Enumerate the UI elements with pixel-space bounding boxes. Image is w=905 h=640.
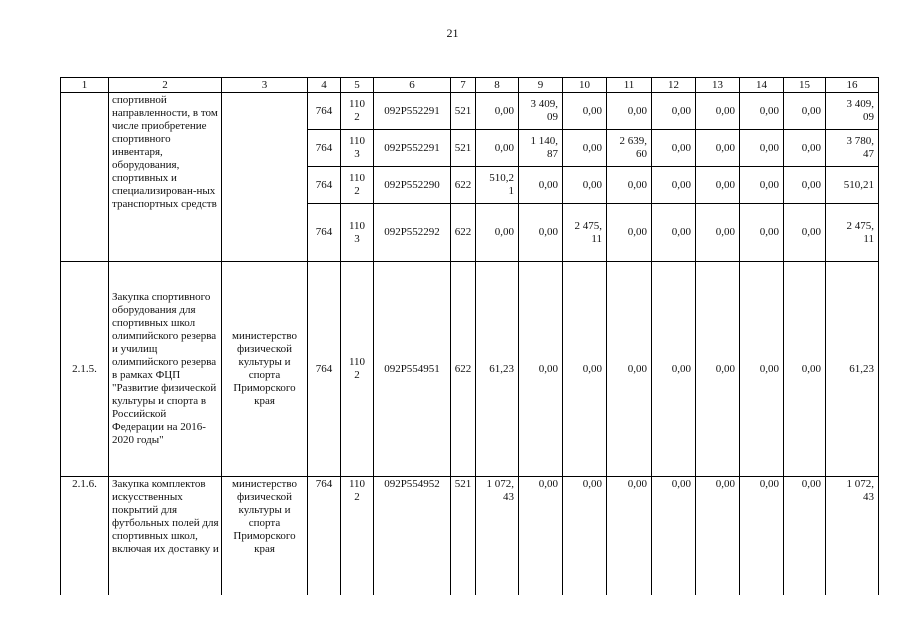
section-cell: 110 2 (341, 477, 374, 595)
value-cell: 2 475, 11 (563, 204, 607, 262)
value-cell: 0,00 (519, 167, 563, 204)
description-cell: Закупка комплектов искусственных покрытий для футбольных полей для спортивных школ, включая их доставку и (109, 477, 222, 595)
value-cell: 0,00 (784, 130, 826, 167)
header-cell: 13 (696, 78, 740, 93)
value-cell: 0,00 (652, 130, 696, 167)
section-cell: 110 2 (341, 167, 374, 204)
row-number-cell (61, 93, 109, 262)
value-cell: 0,00 (607, 262, 652, 477)
grbs-cell: 764 (308, 93, 341, 130)
value-cell: 0,00 (784, 477, 826, 595)
value-cell: 0,00 (696, 204, 740, 262)
value-cell: 0,00 (784, 204, 826, 262)
header-cell: 7 (451, 78, 476, 93)
value-cell: 0,00 (696, 262, 740, 477)
header-cell: 16 (826, 78, 879, 93)
table-row (61, 477, 879, 595)
row-number-cell: 2.1.5. (61, 262, 109, 477)
budget-table (60, 77, 879, 595)
section-cell: 110 2 (341, 262, 374, 477)
executor-cell: министерство физической культуры и спорта Приморского края (222, 262, 308, 477)
total-cell: 61,23 (826, 262, 879, 477)
target-cell: 092Р552291 (374, 93, 451, 130)
vr-cell: 622 (451, 262, 476, 477)
total-cell: 2 475, 11 (826, 204, 879, 262)
header-cell: 11 (607, 78, 652, 93)
value-cell: 1 072, 43 (476, 477, 519, 595)
value-cell: 0,00 (740, 167, 784, 204)
target-cell: 092Р554951 (374, 262, 451, 477)
total-cell: 3 409, 09 (826, 93, 879, 130)
vr-cell: 521 (451, 477, 476, 595)
value-cell: 0,00 (784, 93, 826, 130)
value-cell: 0,00 (607, 93, 652, 130)
value-cell: 0,00 (563, 262, 607, 477)
header-cell: 6 (374, 78, 451, 93)
vr-cell: 521 (451, 93, 476, 130)
header-cell: 5 (341, 78, 374, 93)
value-cell: 0,00 (696, 477, 740, 595)
total-cell: 510,21 (826, 167, 879, 204)
value-cell: 0,00 (476, 93, 519, 130)
value-cell: 0,00 (784, 167, 826, 204)
value-cell: 0,00 (740, 262, 784, 477)
value-cell: 3 409, 09 (519, 93, 563, 130)
value-cell: 0,00 (696, 167, 740, 204)
target-cell: 092Р552292 (374, 204, 451, 262)
row-number-cell: 2.1.6. (61, 477, 109, 595)
header-cell: 10 (563, 78, 607, 93)
header-cell: 12 (652, 78, 696, 93)
value-cell: 0,00 (696, 130, 740, 167)
value-cell: 0,00 (607, 477, 652, 595)
value-cell: 0,00 (784, 262, 826, 477)
value-cell: 0,00 (563, 477, 607, 595)
header-cell: 3 (222, 78, 308, 93)
value-cell: 0,00 (740, 477, 784, 595)
header-cell: 2 (109, 78, 222, 93)
description-cell: Закупка спортивного оборудования для спортивных школ олимпийского резерва и училищ олимпийского резерва в рамках ФЦП "Развитие физической культуры и спорта в Российской Федерации на 2016-2020 годы" (109, 262, 222, 477)
value-cell: 0,00 (696, 93, 740, 130)
value-cell: 0,00 (563, 130, 607, 167)
page-number: 21 (446, 26, 459, 40)
executor-cell: министерство физической культуры и спорта Приморского края (222, 477, 308, 595)
value-cell: 0,00 (652, 167, 696, 204)
header-cell: 4 (308, 78, 341, 93)
value-cell: 0,00 (652, 477, 696, 595)
target-cell: 092Р552290 (374, 167, 451, 204)
value-cell: 0,00 (519, 477, 563, 595)
value-cell: 0,00 (740, 130, 784, 167)
section-cell: 110 2 (341, 93, 374, 130)
table-row (61, 262, 879, 477)
grbs-cell: 764 (308, 477, 341, 595)
vr-cell: 521 (451, 130, 476, 167)
value-cell: 0,00 (740, 93, 784, 130)
value-cell: 0,00 (607, 167, 652, 204)
value-cell: 2 639, 60 (607, 130, 652, 167)
value-cell: 0,00 (607, 204, 652, 262)
value-cell: 0,00 (476, 204, 519, 262)
total-cell: 1 072, 43 (826, 477, 879, 595)
value-cell: 0,00 (519, 204, 563, 262)
description-cell: спортивной направленности, в том числе приобретение спортивного инвентаря, оборудования, спортивных и специализирован-ных транспортных средств (109, 93, 222, 262)
value-cell: 510,2 1 (476, 167, 519, 204)
value-cell: 0,00 (652, 204, 696, 262)
grbs-cell: 764 (308, 204, 341, 262)
header-cell: 14 (740, 78, 784, 93)
header-cell: 8 (476, 78, 519, 93)
vr-cell: 622 (451, 167, 476, 204)
table-row (61, 93, 879, 130)
value-cell: 0,00 (652, 93, 696, 130)
target-cell: 092Р554952 (374, 477, 451, 595)
header-cell: 9 (519, 78, 563, 93)
grbs-cell: 764 (308, 130, 341, 167)
grbs-cell: 764 (308, 262, 341, 477)
section-cell: 110 3 (341, 130, 374, 167)
value-cell: 0,00 (563, 93, 607, 130)
total-cell: 3 780, 47 (826, 130, 879, 167)
column-number-row (61, 78, 879, 93)
value-cell: 1 140, 87 (519, 130, 563, 167)
header-cell: 1 (61, 78, 109, 93)
value-cell: 0,00 (476, 130, 519, 167)
value-cell: 0,00 (563, 167, 607, 204)
header-cell: 15 (784, 78, 826, 93)
vr-cell: 622 (451, 204, 476, 262)
value-cell: 61,23 (476, 262, 519, 477)
grbs-cell: 764 (308, 167, 341, 204)
executor-cell (222, 93, 308, 262)
value-cell: 0,00 (519, 262, 563, 477)
value-cell: 0,00 (740, 204, 784, 262)
section-cell: 110 3 (341, 204, 374, 262)
target-cell: 092Р552291 (374, 130, 451, 167)
value-cell: 0,00 (652, 262, 696, 477)
